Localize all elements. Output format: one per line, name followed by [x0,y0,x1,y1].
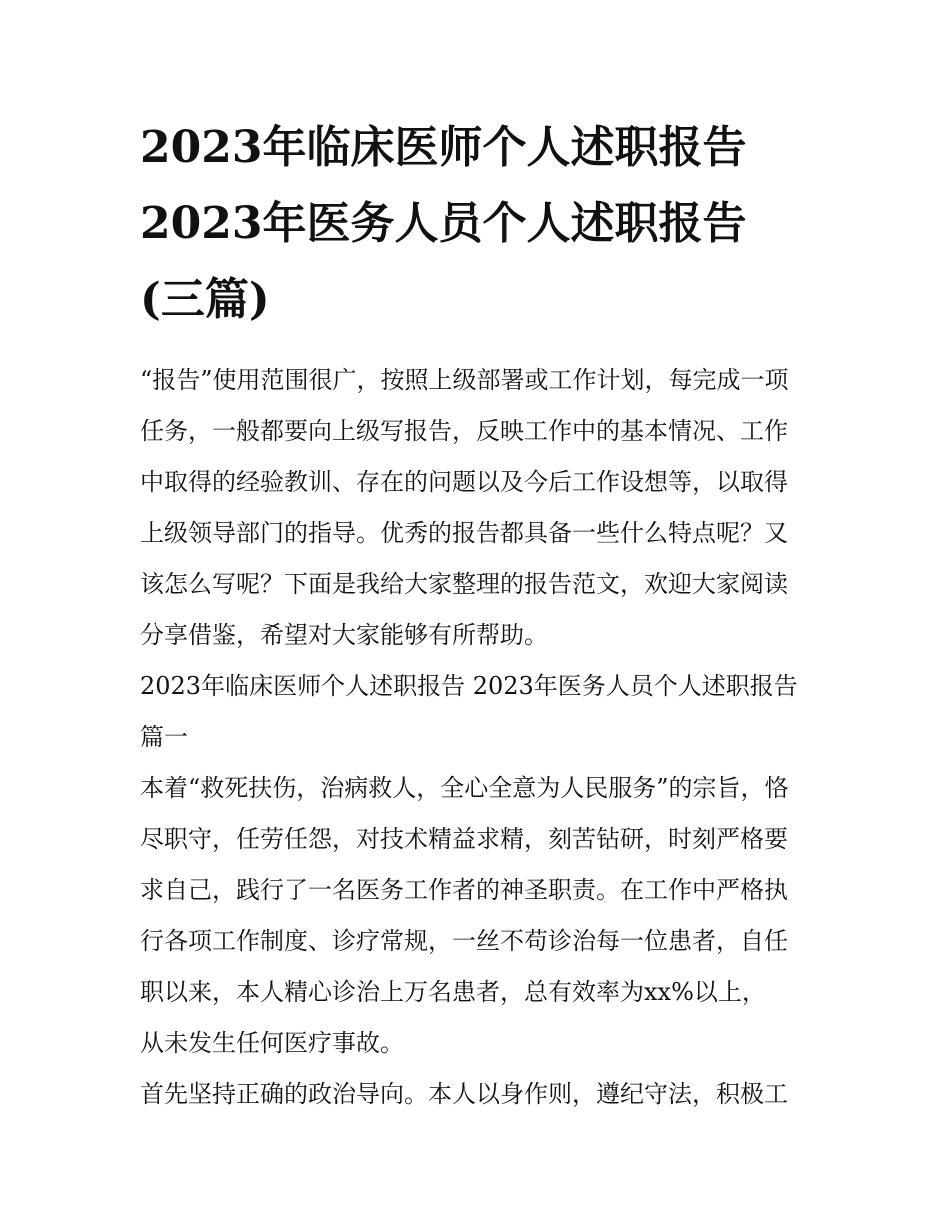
document-title-line-3: (三篇) [140,274,270,325]
section-heading-line: 2023年临床医师个人述职报告 2023年医务人员个人述职报告 [140,672,798,700]
body-paragraph-line: 首先坚持正确的政治导向。本人以身作则，遵纪守法，积极工 [140,1080,788,1108]
body-paragraph-line: 尽职守，任劳任怨，对技术精益求精，刻苦钻研，时刻严格要 [140,825,788,853]
intro-paragraph-line: “报告”使用范围很广，按照上级部署或工作计划，每完成一项 [140,366,789,394]
intro-paragraph-line: 该怎么写呢？下面是我给大家整理的报告范文，欢迎大家阅读 [140,570,788,598]
body-paragraph-line: 求自己，践行了一名医务工作者的神圣职责。在工作中严格执 [140,876,788,904]
intro-paragraph-line: 中取得的经验教训、存在的问题以及今后工作设想等，以取得 [140,468,788,496]
body-paragraph-line: 行各项工作制度、诊疗常规，一丝不苟诊治每一位患者，自任 [140,927,788,955]
section-heading-line: 篇一 [140,723,188,751]
body-paragraph-line: 从未发生任何医疗事故。 [140,1029,404,1057]
document-title-line-1: 2023年临床医师个人述职报告 [140,122,747,173]
intro-paragraph-line: 分享借鉴，希望对大家能够有所帮助。 [140,621,548,649]
body-paragraph-line: 本着“救死扶伤，治病救人，全心全意为人民服务”的宗旨，恪 [140,774,789,802]
intro-paragraph-line: 任务，一般都要向上级写报告，反映工作中的基本情况、工作 [140,417,788,445]
document-title-line-2: 2023年医务人员个人述职报告 [140,198,747,249]
body-paragraph-line: 职以来，本人精心诊治上万名患者，总有效率为xx%以上， [140,978,766,1006]
intro-paragraph-line: 上级领导部门的指导。优秀的报告都具备一些什么特点呢？又 [140,519,788,547]
